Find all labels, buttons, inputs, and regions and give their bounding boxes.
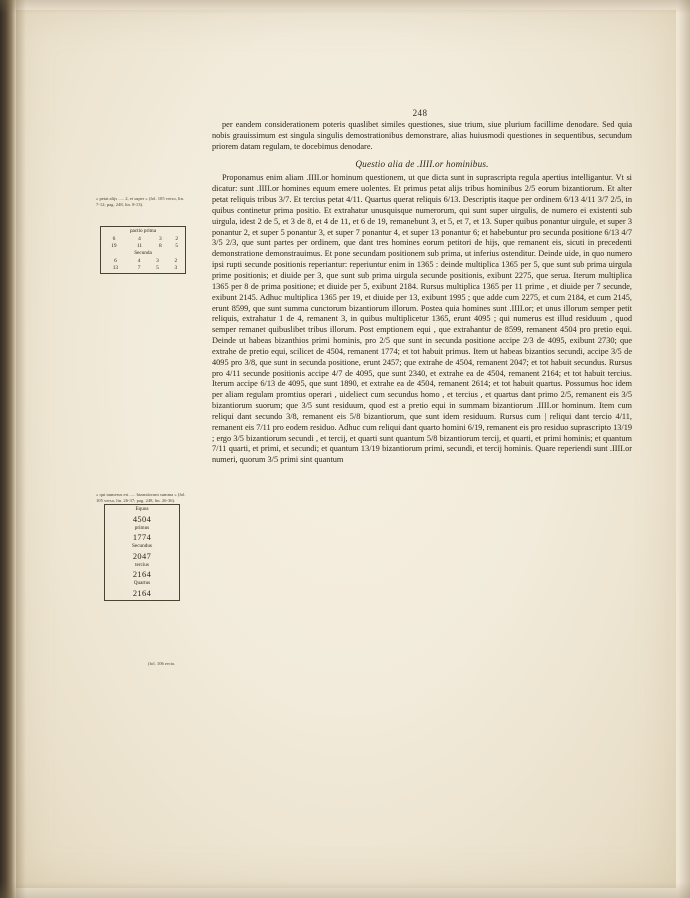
cell: 4: [137, 258, 141, 264]
margin-note-a: « petat alijs ..... 2, et super » (fol. 105 verso, lin. 7-12; pag. 248, lin. 8-13).: [96, 196, 185, 208]
cell: 8: [158, 243, 162, 249]
cell: 6: [114, 258, 117, 264]
table-row: [101, 258, 185, 265]
book-gutter-shadow: [16, 0, 26, 898]
cell: 6: [112, 236, 116, 242]
result-label-primus: primus: [134, 524, 150, 531]
page-top-edge-shadow: [0, 0, 690, 14]
margin-table-positions: [100, 226, 186, 274]
margin-table-caption-prima: pactio prima: [129, 228, 157, 234]
cell: 11: [136, 243, 143, 249]
page-number: 248: [412, 108, 428, 118]
cell: 4: [138, 236, 141, 242]
book-gutter: [0, 0, 16, 898]
cell: 2: [175, 236, 179, 242]
section-headline: Questio alia de .IIII.or hominibus.: [355, 158, 489, 169]
paragraph-intro: per eandem considerationem poteris quaslibet similes questiones, siue trium, siue plurium facillime denodare. Sed quia nobis grauissimum est singula singulis demostrationibus demonstrare, alias huiusmodi questiones in sequentibus, secundum priorem datam regulam, te docebimus denodare.: [212, 120, 632, 151]
margin-table-results: [104, 504, 180, 601]
margin-table-prima-rows: [101, 236, 185, 250]
result-label-quartus: Quartus: [133, 580, 151, 586]
result-value-secundus: 2047: [132, 551, 152, 561]
page-bottom-edge-shadow: [0, 882, 690, 898]
cell: 3: [158, 236, 162, 242]
margin-note-b: « qui numerus est ..... bizantiorum summa » (fol. 105 verso, lin. 26-37; pag. 248, lin. 26-36).: [96, 492, 186, 504]
cell: 7: [137, 265, 141, 271]
result-value-primus: 1774: [132, 533, 152, 542]
result-label-equus: Equus: [135, 506, 149, 512]
result-value-equus: 4504: [132, 514, 152, 524]
margin-table-secunda-rows: [101, 258, 185, 272]
table-row: [101, 236, 185, 243]
margin-table-caption-secunda: Secunda: [134, 250, 152, 256]
cell: 2: [174, 258, 178, 264]
cell: 13: [112, 265, 119, 271]
table-row: [101, 265, 185, 272]
main-text-column: [212, 120, 632, 466]
margin-note-folio-ref: (fol. 106 recto.: [148, 661, 176, 666]
cell: 5: [156, 265, 159, 271]
cell: 5: [175, 243, 179, 249]
cell: 19: [111, 243, 117, 249]
paragraph-body: Proponamus enim aliam .IIII.or hominum questionem, ut que dicta sunt in suprascripta regula apertius intelligantur. Vt si dicatur: sunt .IIII.or homines equum emere uolentes. Et primus petat alijs tribus hominibus 2/5 eorum bizantiorum. Et alter petat reliquis tribus 3/7. Et tercius petat 4/11. Quartus querat reliquis 6/13. Descriptis itaque per ordinem 6/13 4/11 3/7 2/5, in quibus continetur prima positio. Et extrahatur unusquisque numerorum, qui sunt super uirgulis, de numero ei existenti sub uirgula, idest 2 de 5, et 3 de 8, et 4 de 11, et 6 de 19, remanebunt 3, et 5, et 7, et 13. Super quibus ponantur uirgule, et super 3 ponantur 2, et super 5 ponantur 3, et super 7 ponantur 4, et super 13 ponantur 6; et habebuntur pro secunda positione 6/13 4/7 3/5 2/3, que sunt partes per ordinem, que dant tres homines eorum petitori de hijs, que remanent eis, sicuti in precedenti demonstratione demonstrauimus. Et pone secundam positionem sub prima, ut inferius ostenditur. Deinde uide, in quo numero ipsi rupti secunde positionis reperiantur: reperiuntur enim in 1365 : deinde multiplica 1365 per 5, que sunt sub prima uirgula prime positionis; et diuide per 3, que sunt sub prima uirgula secunde positionis, exibunt 2275, que serua. Iterum multiplica 1365 per 8 de prima positione; et diuide per 5, exibunt 2184. Rursus multiplica 1365 per 11 prime , et diuide per 7 secunde, exibunt 2145. Adhuc multiplica 1365 per 19, et diuide per 13, exibunt 1995 ; que adde cum 2275, et cum 2184, et cum 2145, erunt 8599, que sunt summa cunctorum bizantiorum illorum. Postea quia homines sunt .IIII.or; et unus illorum semper petit reliquis, extrahatur 1 de 4, remanent 3, in quibus multiplicetur 1365, erunt 4095 ; qui numerus est illud residuum , quod semper remanet quibuslibet tribus illorum. Post emptionem equi , que extrahantur de 8599, remanent 4504 pro pretio equi. Deinde ut habeas bizanthios primi hominis, pro 2/5 que sunt in secunda positione accipe 2/3 de 4095, exibunt 2730; que extrahe de pretio equi, scilicet de 4504, remanent 1774; et tot habuit primus. Item ut habeas bizantios secundi, accipe 3/5 de 4095 pro 3/8, que sunt in secunda positione, erunt 2457; que extrahe de 4504, remanent 2047; et tot habuit secundus. Rursus pro 4/11 secunde positionis accipe 4/7 de 4095, que sunt 2340, et extrahe ea de 4504, remanent 2164; et tot habuit tercius. Iterum accipe 6/13 de 4095, que sunt 1890, et extrahe ea de 4504, remanent 2614; et tot habuit quartus. Possumus hoc idem per aliam regulam promtius operari , uideliect cum secundus homo , et tercius , et quartus dant primo 2/5, remanent eis 3/5 bizantiorum suorum; que 3/5 sunt residuum, quod est a pretio equi in summam bizantiorum .IIII.or hominum. Item cum reliqui dant secundo 3/8, remanent eis 5/8 bizantiorum, que sunt idem residuum. Rursus cum | reliqui dant tercio 4/11, remanent eis 7/11 pro eodem residuo. Adhuc cum reliqui dant quarto homini 6/19, remanent eis pro residuo suprascripto 13/19 ; ergo 3/5 bizantiorum secundi , et tercij, et quarti sunt quantum 5/8 bizantiorum tercij, et quarti, et primi hominis; et quantum 7/11 quarti, et primi, et secundi; et quantum 13/19 bizantiorum primi, secundi, et tercij hominis. Quare reperiendi sunt .IIII.or numeri, quorum 3/5 primi sint quantum: [212, 173, 632, 465]
result-label-tercius: tercius: [135, 561, 149, 568]
page-right-edge-shadow: [678, 0, 690, 898]
cell: 3: [174, 265, 178, 271]
result-value-quartus: 2164: [132, 588, 152, 598]
result-label-secundus: Secundus: [132, 543, 152, 549]
cell: 3: [156, 258, 159, 264]
table-row: [101, 243, 185, 250]
result-value-tercius: 2164: [132, 570, 152, 579]
